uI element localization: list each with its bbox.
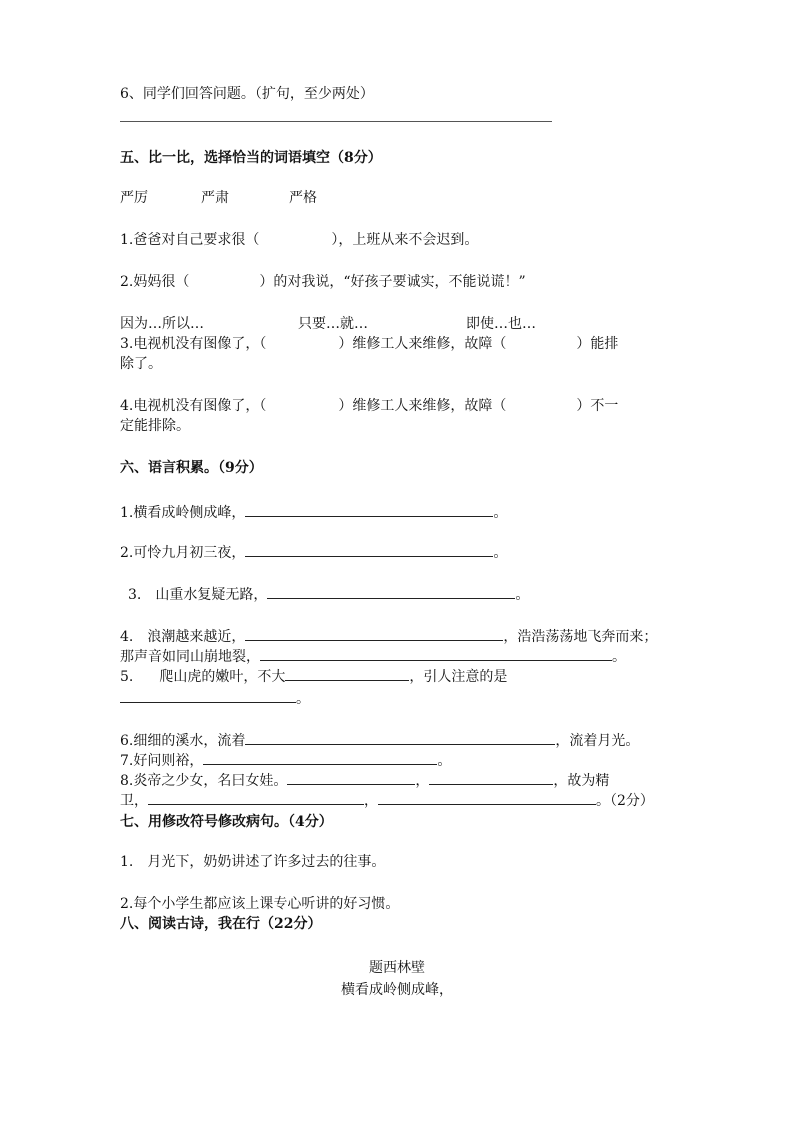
conjunction-option-2: 只要…就… — [298, 316, 368, 332]
answer-blank[interactable] — [245, 730, 555, 745]
sec6-item-5-cont: 。 — [120, 688, 310, 709]
answer-blank[interactable] — [148, 790, 364, 805]
answer-line[interactable] — [120, 121, 552, 122]
sec6-item-8-cont: 卫， ， 。（2分） — [120, 790, 654, 811]
poem-title: 题西林壁 — [369, 960, 425, 976]
sec5-item-4: 4.电视机没有图像了，（ ）维修工人来维修，故障（ ）不一 — [120, 398, 619, 414]
section-6-title: 六、语言积累。（9分） — [120, 460, 263, 476]
answer-blank[interactable] — [245, 502, 493, 517]
item-6-prompt: 6、同学们回答问题。（扩句，至少两处） — [120, 86, 374, 102]
answer-blank[interactable] — [203, 750, 437, 765]
sec6-item-7: 7.好问则裕， 。 — [120, 750, 451, 771]
answer-blank[interactable] — [429, 770, 553, 785]
sec6-item-4: 4. 浪潮越来越近， ，浩浩荡荡地飞奔而来； — [120, 626, 657, 647]
sec6-item-8: 8.炎帝之少女，名曰女娃。 ， ，故为精 — [120, 770, 609, 791]
sec5-item-2: 2.妈妈很（ ）的对我说，“好孩子要诚实，不能说谎！” — [120, 274, 526, 290]
sec5-item-1: 1.爸爸对自己要求很（ ），上班从来不会迟到。 — [120, 232, 479, 248]
answer-blank[interactable] — [287, 770, 415, 785]
sec5-item-3: 3.电视机没有图像了，（ ）维修工人来维修，故障（ ）能排 — [120, 336, 619, 352]
word-option-1: 严厉 — [120, 190, 148, 206]
answer-blank[interactable] — [120, 688, 296, 703]
sec6-item-5: 5. 爬山虎的嫩叶，不大 ，引人注意的是 — [120, 666, 507, 687]
sec6-item-3: 3. 山重水复疑无路， 。 — [128, 584, 529, 605]
answer-blank[interactable] — [260, 646, 612, 661]
answer-blank[interactable] — [378, 790, 596, 805]
sec7-item-1: 1. 月光下，奶奶讲述了许多过去的往事。 — [120, 854, 386, 870]
section-7-title: 七、用修改符号修改病句。（4分） — [120, 814, 333, 830]
section-5-title: 五、比一比，选择恰当的词语填空（8分） — [120, 150, 382, 166]
section-8-title: 八、阅读古诗，我在行（22分） — [120, 916, 322, 932]
conjunction-option-1: 因为…所以… — [120, 316, 204, 332]
sec6-item-1: 1.横看成岭侧成峰， 。 — [120, 502, 507, 523]
sec6-item-2: 2.可怜九月初三夜， 。 — [120, 542, 507, 563]
conjunction-option-3: 即使…也… — [466, 316, 536, 332]
poem-line-1: 横看成岭侧成峰， — [341, 982, 453, 998]
answer-blank[interactable] — [285, 666, 409, 681]
answer-blank[interactable] — [267, 584, 515, 599]
sec6-item-4-cont: 那声音如同山崩地裂， 。 — [120, 646, 626, 667]
sec7-item-2: 2.每个小学生都应该上课专心听讲的好习惯。 — [120, 896, 400, 912]
answer-blank[interactable] — [245, 542, 493, 557]
sec6-item-6: 6.细细的溪水，流着 ，流着月光。 — [120, 730, 639, 751]
word-option-3: 严格 — [289, 190, 317, 206]
word-option-2: 严肃 — [201, 190, 229, 206]
answer-blank[interactable] — [245, 626, 503, 641]
sec5-item-3-cont: 除了。 — [120, 356, 162, 372]
sec5-item-4-cont: 定能排除。 — [120, 418, 190, 434]
